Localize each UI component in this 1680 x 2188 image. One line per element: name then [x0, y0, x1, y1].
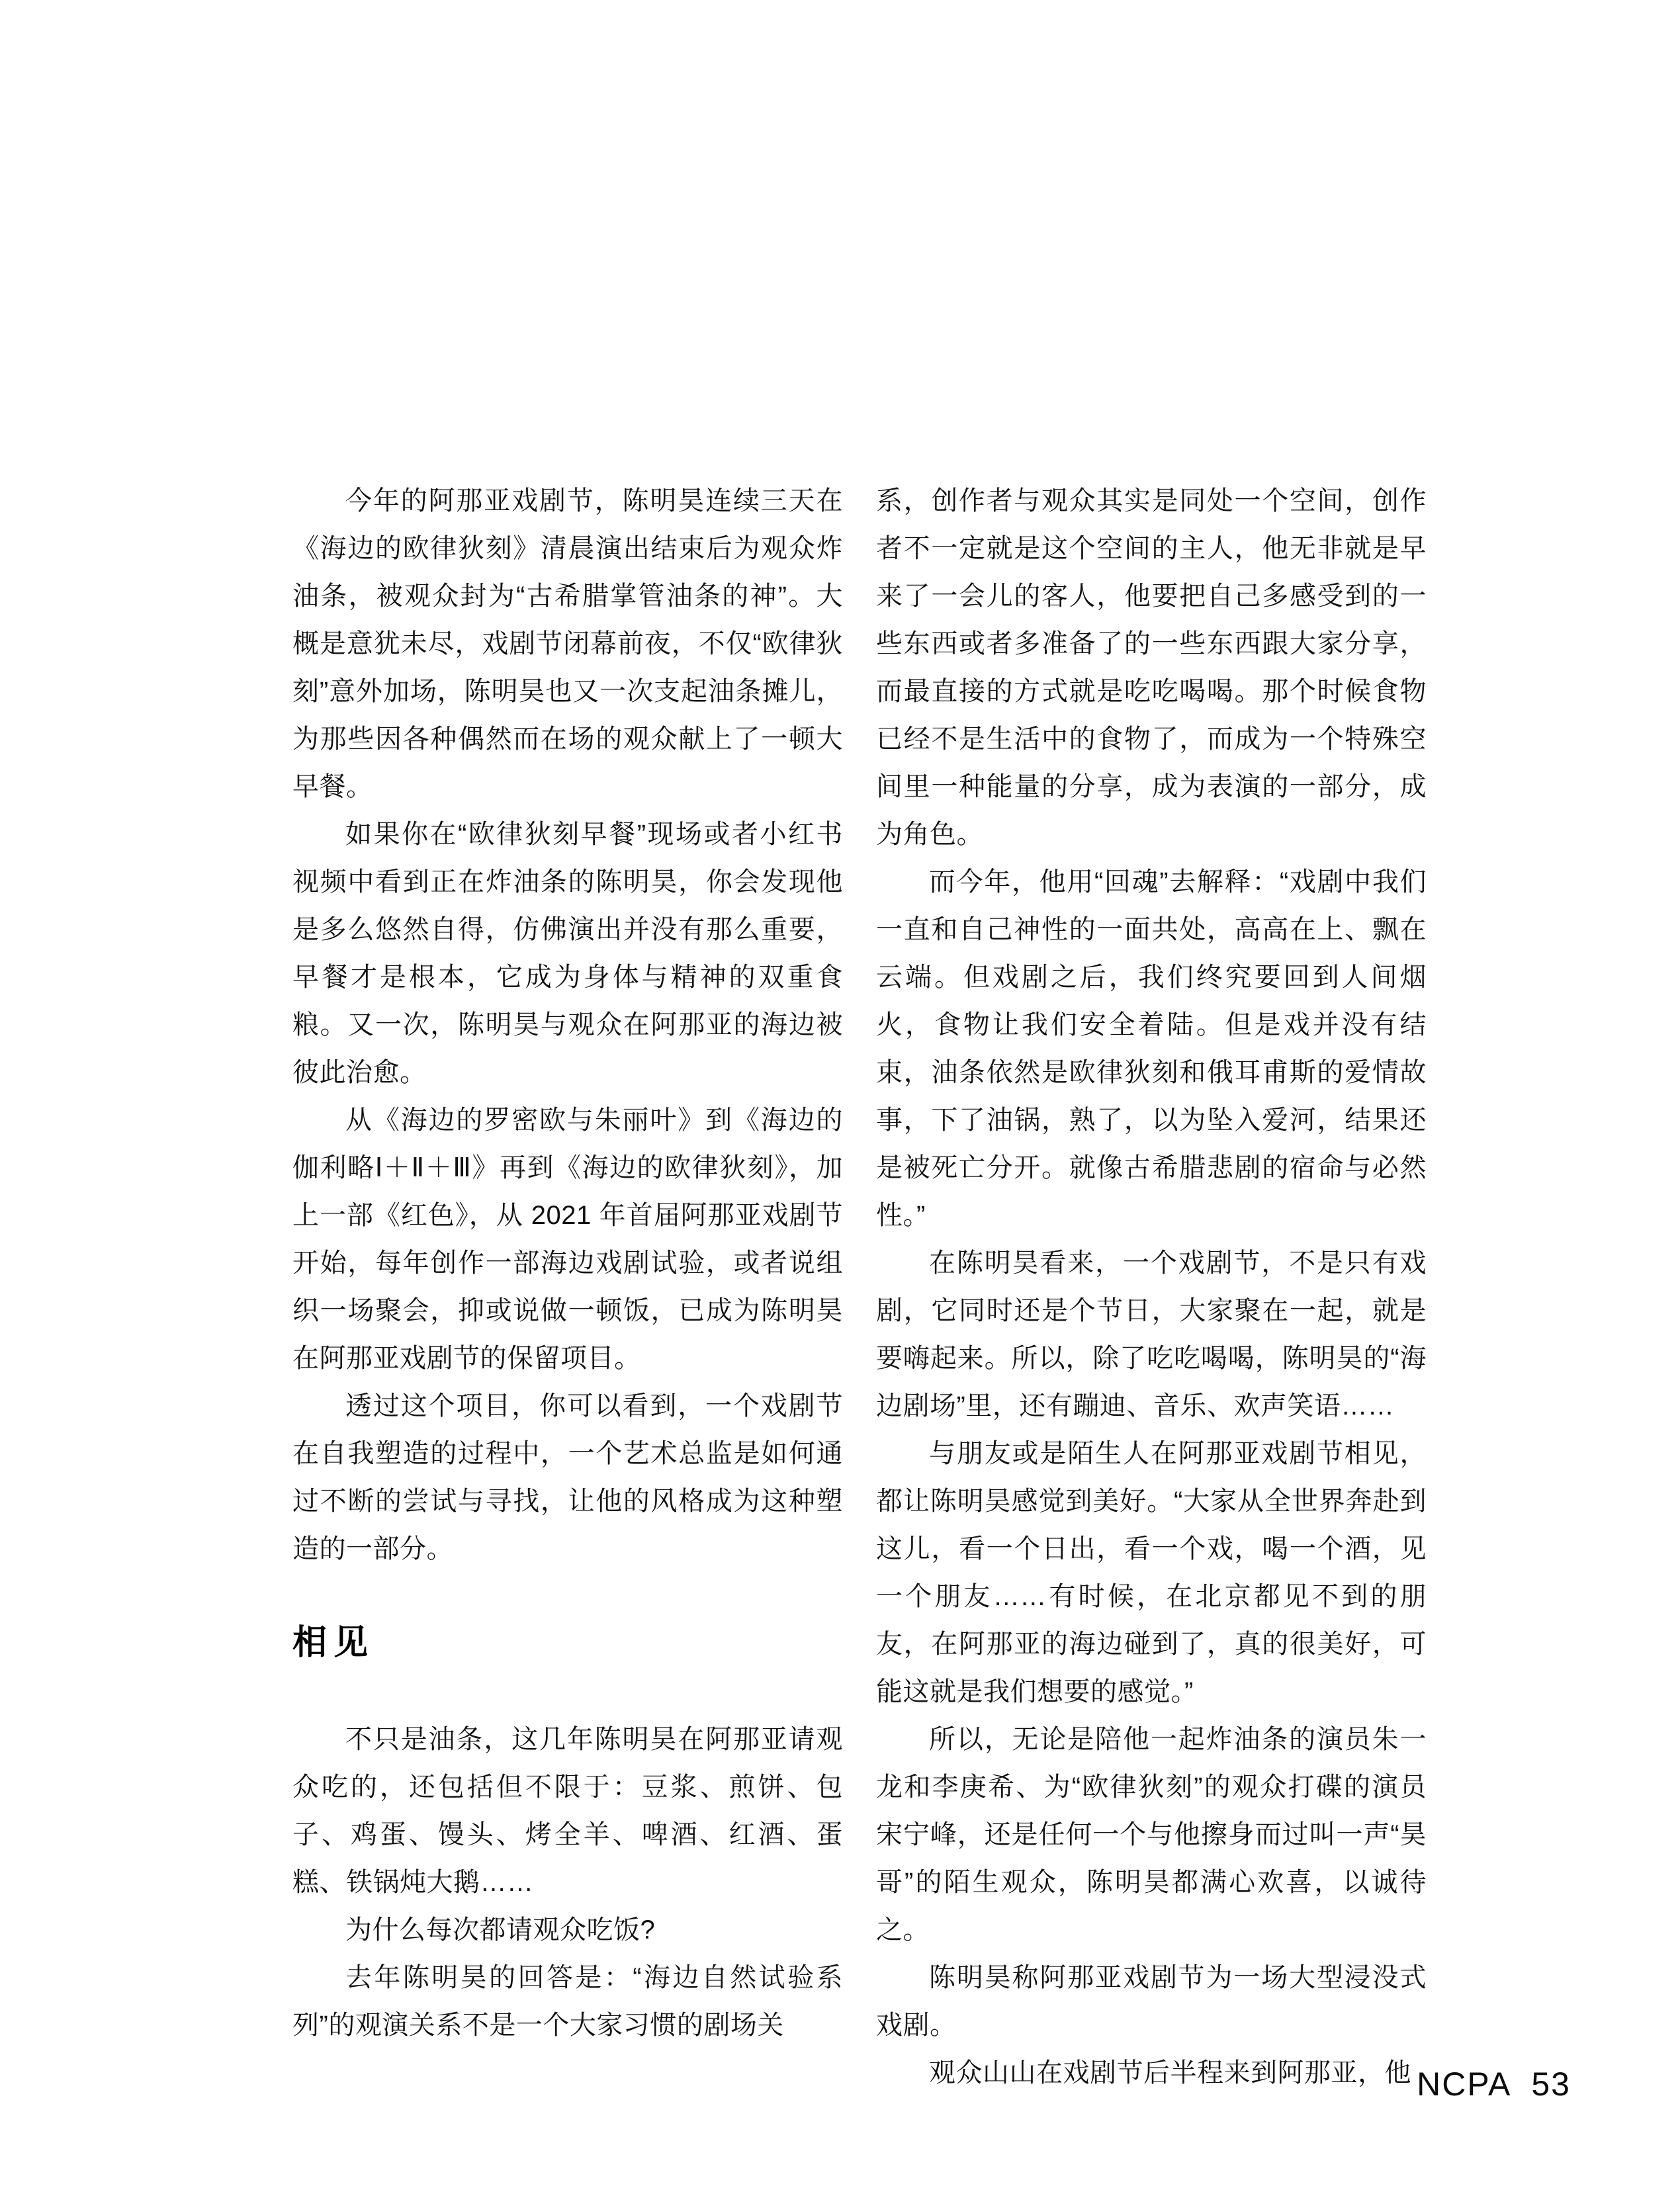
page-footer [1417, 2067, 1571, 2101]
body-paragraph: 为什么每次都请观众吃饭? [345, 1915, 656, 1945]
body-paragraph: 所以，无论是陪他一起炸油条的演员朱一龙和李庚希、为“欧律狄刻”的观众打碟的演员宋宁峰，还是任何一个与他擦身而过叫一声“昊哥”的陌生观众，陈明昊都满心欢喜，以诚待之。 [876, 1725, 1427, 1945]
body-paragraph: 陈明昊称阿那亚戏剧节为一场大型浸没式戏剧。 [876, 1963, 1427, 2040]
body-paragraph: 如果你在“欧律狄刻早餐”现场或者小红书视频中看到正在炸油条的陈明昊，你会发现他是多么悠然自得，仿佛演出并没有那么重要，早餐才是根本，它成为身体与精神的双重食粮。又一次，陈明昊与观众在阿那亚的海边被彼此治愈。 [292, 820, 843, 1087]
body-paragraph: 不只是油条，这几年陈明昊在阿那亚请观众吃的，还包括但不限于：豆浆、煎饼、包子、鸡蛋、馒头、烤全羊、啤酒、红酒、蛋糕、铁锅炖大鹅…… [292, 1725, 843, 1897]
body-paragraph: 从《海边的罗密欧与朱丽叶》到《海边的伽利略Ⅰ＋Ⅱ＋Ⅲ》再到《海边的欧律狄刻》，加上一部《红色》，从 2021 年首届阿那亚戏剧节开始，每年创作一部海边戏剧试验，或者说组织一场聚会，抑或说做一顿饭，已成为陈明昊在阿那亚戏剧节的保留项目。 [292, 1106, 843, 1373]
page-number: 53 [1531, 2066, 1571, 2103]
body-paragraph: 今年的阿那亚戏剧节，陈明昊连续三天在《海边的欧律狄刻》清晨演出结束后为观众炸油条，被观众封为“古希腊掌管油条的神”。大概是意犹未尽，戏剧节闭幕前夜，不仅“欧律狄刻”意外加场，陈明昊也又一次支起油条摊儿，为那些因各种偶然而在场的观众献上了一顿大早餐。 [292, 486, 843, 801]
section-heading: 相见 [292, 1624, 375, 1662]
body-paragraph-continued: 系，创作者与观众其实是同处一个空间，创作者不一定就是这个空间的主人，他无非就是早来了一会儿的客人，他要把自己多感受到的一些东西或者多准备了的一些东西跟大家分享，而最直接的方式就是吃吃喝喝。那个时候食物已经不是生活中的食物了，而成为一个特殊空间里一种能量的分享，成为表演的一部分，成为角色。 [876, 486, 1427, 849]
body-paragraph: 在陈明昊看来，一个戏剧节，不是只有戏剧，它同时还是个节日，大家聚在一起，就是要嗨起来。所以，除了吃吃喝喝，陈明昊的“海边剧场”里，还有蹦迪、音乐、欢声笑语…… [876, 1248, 1427, 1421]
journal-abbreviation: NCPA [1417, 2066, 1512, 2103]
left-column [292, 477, 843, 2049]
body-paragraph: 观众山山在戏剧节后半程来到阿那亚，他 [929, 2058, 1411, 2087]
body-paragraph: 而今年，他用“回魂”去解释：“戏剧中我们一直和自己神性的一面共处，高高在上、飘在云端。但戏剧之后，我们终究要回到人间烟火，食物让我们安全着陆。但是戏并没有结束，油条依然是欧律狄刻和俄耳甫斯的爱情故事，下了油锅，熟了，以为坠入爱河，结果还是被死亡分开。就像古希腊悲剧的宿命与必然性。” [876, 867, 1427, 1230]
right-column [876, 477, 1427, 2097]
body-paragraph: 与朋友或是陌生人在阿那亚戏剧节相见，都让陈明昊感觉到美好。“大家从全世界奔赴到这儿，看一个日出，看一个戏，喝一个酒，见一个朋友……有时候，在北京都见不到的朋友，在阿那亚的海边碰到了，真的很美好，可能这就是我们想要的感觉。” [876, 1439, 1427, 1706]
body-paragraph: 去年陈明昊的回答是：“海边自然试验系列”的观演关系不是一个大家习惯的剧场关 [292, 1963, 843, 2040]
body-paragraph: 透过这个项目，你可以看到，一个戏剧节在自我塑造的过程中，一个艺术总监是如何通过不断的尝试与寻找，让他的风格成为这种塑造的一部分。 [292, 1391, 843, 1563]
